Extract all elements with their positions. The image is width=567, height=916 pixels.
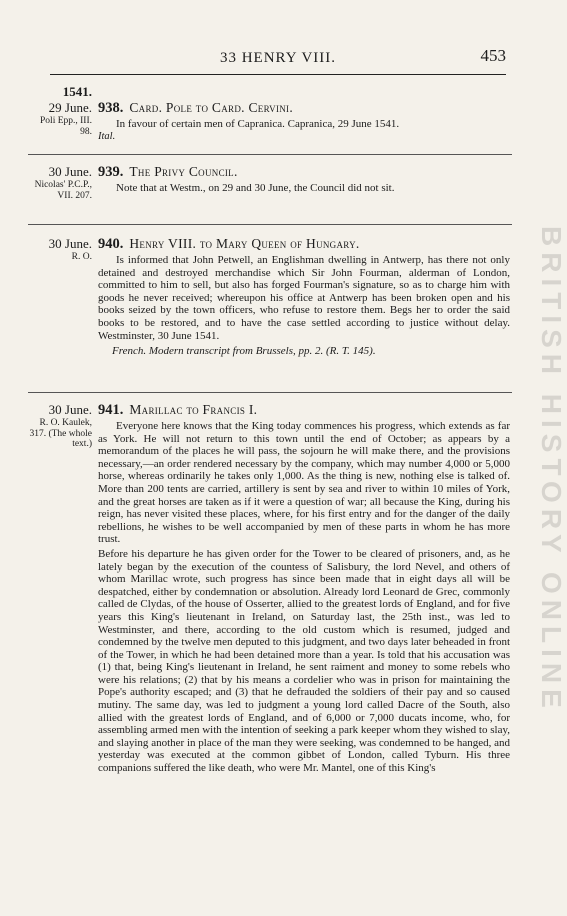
entry-title (98, 236, 510, 252)
entry-source: R. O. (71, 252, 92, 262)
entry-date: 30 June. (48, 402, 92, 417)
entry-number: 941. (98, 402, 124, 418)
entry-content (98, 236, 510, 358)
entry-divider (28, 224, 512, 225)
year-marker: 1541. (62, 84, 92, 99)
entry-number: 938. (98, 100, 124, 116)
entry-941 (28, 402, 512, 902)
entry-content (98, 100, 510, 143)
entry-paragraph: In favour of certain men of Capranica. Capranica, 29 June 1541. (116, 118, 400, 130)
transcript-note: French. Modern transcript from Brussels, pp. 2. (R. T. 145). (112, 345, 376, 358)
entry-number: 939. (98, 164, 124, 180)
entry-heading: The Privy Council. (129, 164, 238, 179)
entry-divider (28, 154, 512, 155)
page-number: 453 (480, 46, 506, 65)
entry-939 (28, 164, 512, 220)
entry-content (98, 164, 510, 195)
entry-paragraph: Everyone here knows that the King today commences his progress, which extends as far as York. He will not return to this town until the end of October; as appears by a memorandum of the places he will pass, the sojourn he will make there, and the provisions necessary,—an order rendered necessary by the company, which may number 4,000 or 5,000 horse, whereas ordinarily he takes only 1,000. As the thing is new, nothing else is talked of. More than 200 tents are carried, artillery is sent by sea and river to within 10 miles of York, and the great horses are taken as if it were a question of war; all because the King, during his reign, has never visited these places, where, for his first entry and for the danger of the daily rebellions, he wishes to be well accompanied by men of these parts in whom he has more trust. (98, 420, 510, 546)
entry-margin (28, 164, 92, 201)
entry-date: 29 June. (48, 100, 92, 115)
entry-heading: Card. Pole to Card. Cervini. (129, 100, 294, 115)
entry-source: Nicolas' P.C.P., VII. 207. (34, 180, 92, 201)
entry-paragraph: Is informed that John Petwell, an Englishman dwelling in Antwerp, has there not only detained and destroyed merchandise which Sir John Fourman, alderman of London, committed to him to sell, but also has forged Fourman's signature, so as to charge him with goods he never received; whereupon his office at Antwerp has been broken open and his books seized by the town officers, who refuse to restore them. Begs her to order the said books to be restored, and to have the case settled according to justice without delay. Westminster, 30 June 1541. (98, 254, 510, 342)
entry-title (98, 164, 510, 180)
entry-margin (28, 84, 92, 137)
entry-date: 30 June. (48, 236, 92, 251)
entry-heading: Henry VIII. to Mary Queen of Hungary. (129, 236, 360, 251)
entry-content (98, 402, 510, 775)
entry-title (98, 402, 510, 418)
entry-paragraph: Before his departure he has given order for the Tower to be cleared of prisoners, and, as he lately began by the execution of the countess of Salisbury, the lord Nevel, and others of whom Marillac wrote, such progress has since been made that in eight days all will be despatched, either by condemnation or absolution. Already lord Leonard de Grec, commonly called de Clydas, of the house of Osserter, allied to the greatest lords of England, and for five years this King's lieutenant in Ireland, on Saturday last, the 25th inst., was led to Westminster, and there, according to the old custom which is resumed, judged and condemned by the twelve men deputed to this judgment, and two days later beheaded in front of the Tower, in which he had been detained more than a year. Is told that his accusation was (1) that, being King's lieutenant in Ireland, he sent raiment and money to some rebels who were his relations; (2) that by his means a cordelier who was in prison for maintaining the Pope's authority escaped; and (3) that he defrauded the soldiers of their pay and so caused mutiny. The same day, was led to judgment a young lord called Dacre of the South, also allied with the greatest lords of England, and of 6,000 or 7,000 ducats income, who, for assembling armed men with the intention of seeking a park keeper whom they wished to slay, and slaying another in place of the man they were seeking, was condemned to be hanged, and yesterday was executed at the common gibbet of London, called Tyburn. His three companions suffered the like death, who were Mr. Mantel, one of this King's (98, 547, 510, 775)
entry-source: Poli Epp., III. 98. (40, 116, 92, 137)
entry-number: 940. (98, 236, 124, 252)
entry-divider (28, 392, 512, 393)
entry-margin (28, 236, 92, 263)
entry-title (98, 100, 510, 116)
language-note: Ital. (98, 130, 116, 142)
entry-date: 30 June. (48, 164, 92, 179)
entry-heading: Marillac to Francis I. (129, 402, 258, 417)
page-header (50, 44, 506, 75)
entry-margin (28, 402, 92, 450)
entry-938 (28, 84, 512, 140)
running-title: 33 HENRY VIII. (219, 50, 337, 66)
entry-source: R. O. Kaulek, 317. (The whole text.) (29, 418, 92, 449)
entry-paragraph: Note that at Westm., on 29 and 30 June, the Council did not sit. (116, 182, 395, 194)
entry-940 (28, 236, 512, 396)
watermark-text: BRITISH HISTORY ONLINE (536, 226, 567, 714)
